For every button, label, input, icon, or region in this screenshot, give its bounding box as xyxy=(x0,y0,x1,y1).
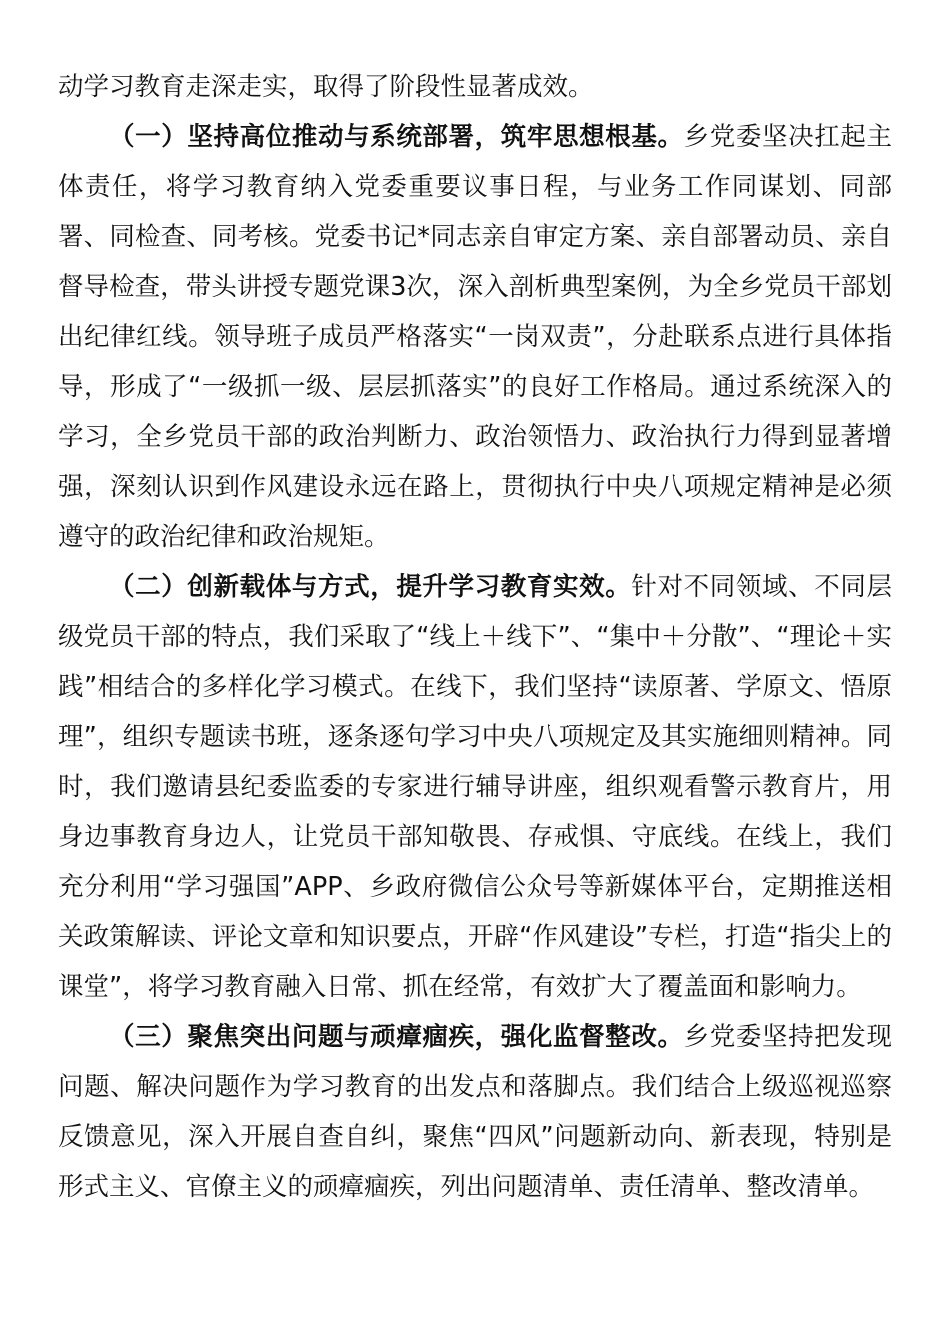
paragraph-body: 针对不同领域、不同层级党员干部的特点，我们采取了“线上＋线下”、“集中＋分散”、“理论＋实践”相结合的多样化学习模式。在线下，我们坚持“读原著、学原文、悟原理”，组织专题读书班，逐条逐句学习中央八项规定及其实施细则精神。同时，我们邀请县纪委监委的专家进行辅导讲座，组织观看警示教育片，用身边事教育身边人，让党员干部知敬畏、存戒惧、守底线。在线上，我们充分利用“学习强国”APP、乡政府微信公众号等新媒体平台，定期推送相关政策解读、评论文章和知识要点，开辟“作风建设”专栏，打造“指尖上的课堂”，将学习教育融入日常、抓在经常，有效扩大了覆盖面和影响力。 xyxy=(58,572,892,1002)
paragraph-body: 乡党委坚决扛起主体责任，将学习教育纳入党委重要议事日程，与业务工作同谋划、同部署、同检查、同考核。党委书记*同志亲自审定方案、亲自部署动员、亲自督导检查，带头讲授专题党课3次，深入剖析典型案例，为全乡党员干部划出纪律红线。领导班子成员严格落实“一岗双责”，分赴联系点进行具体指导，形成了“一级抓一级、层层抓落实”的良好工作格局。通过系统深入的学习，全乡党员干部的政治判断力、政治领悟力、政治执行力得到显著增强，深刻认识到作风建设永远在路上，贯彻执行中央八项规定精神是必须遵守的政治纪律和政治规矩。 xyxy=(58,122,892,552)
document-page xyxy=(58,62,892,1212)
paragraph-section-3 xyxy=(58,1012,892,1212)
paragraph-section-1 xyxy=(58,112,892,562)
paragraph-body: 乡党委坚持把发现问题、解决问题作为学习教育的出发点和落脚点。我们结合上级巡视巡察反馈意见，深入开展自查自纠，聚焦“四风”问题新动向、新表现，特别是形式主义、官僚主义的顽瘴痼疾，列出问题清单、责任清单、整改清单。 xyxy=(58,1022,892,1202)
paragraph-body: 动学习教育走深走实，取得了阶段性显著成效。 xyxy=(58,72,594,102)
section-heading: （一）坚持高位推动与系统部署，筑牢思想根基。 xyxy=(109,122,684,152)
paragraph-continuation xyxy=(58,62,892,112)
section-heading: （二）创新载体与方式，提升学习教育实效。 xyxy=(109,572,632,602)
paragraph-section-2 xyxy=(58,562,892,1012)
section-heading: （三）聚焦突出问题与顽瘴痼疾，强化监督整改。 xyxy=(109,1022,684,1052)
